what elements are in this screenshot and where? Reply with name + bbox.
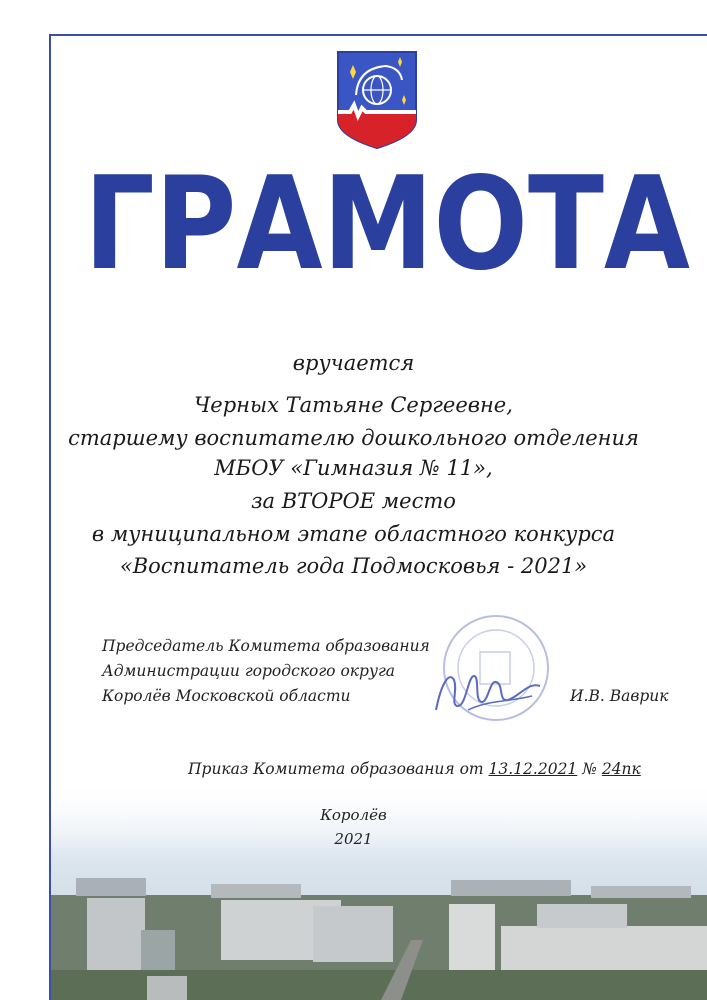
contest-stage: в муниципальном этапе областного конкурса bbox=[91, 522, 616, 546]
issue-year: 2021 bbox=[334, 830, 373, 848]
signer-name: И.В. Ваврик bbox=[570, 687, 669, 705]
signer-title-line-3: Королёв Московской области bbox=[102, 687, 351, 705]
signer-title-line-1: Председатель Комитета образования bbox=[102, 637, 430, 655]
city-coat-of-arms-icon bbox=[336, 50, 418, 150]
issue-city: Королёв bbox=[320, 806, 387, 824]
recipient-name: Черных Татьяне Сергеевне, bbox=[194, 393, 513, 417]
certificate-title-text: ГРАМОТА bbox=[84, 162, 690, 282]
awarded-to-label: вручается bbox=[292, 351, 415, 375]
signer-title-line-2: Администрации городского округа bbox=[102, 662, 396, 680]
order-prefix: Приказ Комитета образования от bbox=[188, 760, 489, 778]
recipient-organization: МБОУ «Гимназия № 11», bbox=[214, 456, 493, 480]
order-date: 13.12.2021 bbox=[488, 760, 578, 778]
order-number-prefix: № bbox=[577, 760, 602, 778]
official-stamp-icon bbox=[428, 610, 553, 740]
certificate-title bbox=[80, 162, 694, 282]
contest-name: «Воспитатель года Подмосковья - 2021» bbox=[119, 554, 588, 578]
order-reference bbox=[188, 760, 641, 778]
award-place: за ВТОРОЕ место bbox=[251, 489, 456, 513]
recipient-position: старшему воспитателю дошкольного отделения bbox=[68, 426, 639, 450]
order-number: 24пк bbox=[601, 760, 641, 778]
